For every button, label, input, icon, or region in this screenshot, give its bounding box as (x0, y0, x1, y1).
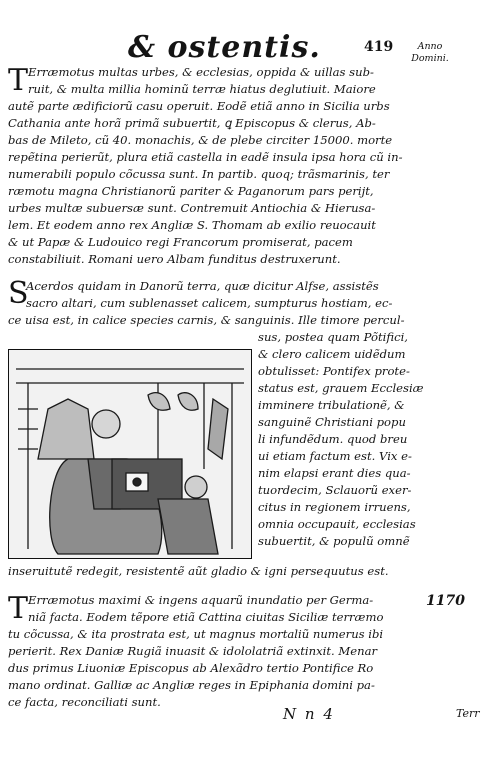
text-line: sacro altari, cum sublenasset calicem, sumpturus hostiam, ec- (26, 296, 393, 310)
text-line: ui etiam factum est. Vix e- (258, 449, 412, 463)
text-line: Erræmotus maximi & ingens aquarũ inundatio per Germa- (28, 593, 374, 607)
text-line: tuordecim, Sclauorũ exer- (258, 483, 412, 497)
woodcut-illustration-priest-with-chalice (8, 349, 252, 559)
margin-year-note: 1170 (426, 593, 465, 609)
text-line: Cathania ante horã primã subuertit, ꝗ Episcopus & clerus, Ab- (8, 116, 376, 130)
catchword: Terr (456, 707, 480, 720)
text-line: & clero calicem uidẽdum (258, 347, 406, 361)
text-line: & ut Papæ & Ludouico regi Francorum promiserat, pacem (8, 235, 353, 249)
text-line: sus, postea quam Põtifici, (258, 330, 408, 344)
text-line: dus primus Liuoniæ Episcopus ab Alexãdro tertio Pontifice Ro (8, 661, 374, 675)
text-line: Acerdos quidam in Danorũ terra, quæ dicitur Alfse, assistẽs (26, 279, 379, 293)
text-line: numerabili populo cõcussa sunt. In partib. quoq; trãsmarinis, ter (8, 167, 390, 181)
text-line: imminere tribulationẽ, & (258, 398, 405, 412)
text-line: perierit. Rex Daniæ Rugiã inuasit & idololatriã extinxit. Menar (8, 644, 378, 658)
text-line: sanguinẽ Christiani popu (258, 415, 406, 429)
drop-cap-s: S (8, 276, 29, 311)
text-line: mano ordinat. Galliæ ac Angliæ reges in Epiphania domini pa- (8, 678, 375, 692)
text-line: Erræmotus multas urbes, & ecclesias, oppida & uillas sub- (28, 65, 374, 79)
text-line: omnia occupauit, ecclesias (258, 517, 416, 531)
text-line: nim elapsi erant dies qua- (258, 466, 411, 480)
text-line: li infundẽdum. quod breu (258, 432, 408, 446)
text-line: lem. Et eodem anno rex Angliæ S. Thomam ab exilio reuocauit (8, 218, 376, 232)
text-line: inseruitutẽ redegit, resistentẽ aũt gladio & igni persequutus est. (8, 564, 389, 578)
text-line: ræmotu magna Christianorũ pariter & Paganorum pars perijt, (8, 184, 374, 198)
text-line: ce uisa est, in calice species carnis, & sanguinis. Ille timore percul- (8, 313, 405, 327)
text-line: status est, grauem Ecclesiæ (258, 381, 424, 395)
text-line: urbes multæ subuersæ sunt. Contremuit Antiochia & Hierusa- (8, 201, 376, 215)
text-line: repẽtina perierũt, plura etiã castella in eadẽ insula ipsa hora cũ in- (8, 150, 403, 164)
drop-cap-t: T (8, 591, 29, 626)
text-line: obtulisset: Pontifex prote- (258, 364, 410, 378)
text-line: citus in regionem irruens, (258, 500, 411, 514)
drop-cap-t: T (8, 63, 29, 98)
text-line: autẽ parte ædificiorũ casu operuit. Eodẽ etiã anno in Sicilia urbs (8, 99, 390, 113)
running-header-title: & ostentis. (128, 30, 321, 65)
text-line: ruit, & multa millia hominũ terræ hiatus deglutiuit. Maiore (28, 82, 376, 96)
text-line: constabiliuit. Romani uero Albam funditus destruxerunt. (8, 252, 341, 266)
text-line: tu cõcussa, & ita prostrata est, ut magnus mortaliũ numerus ibi (8, 627, 384, 641)
folio-number: 419 (364, 39, 394, 55)
text-line: subuertit, & populũ omnẽ (258, 534, 410, 548)
text-line: ce facta, reconciliati sunt. (8, 695, 161, 709)
margin-note-anno-domini: Anno Domini. (411, 41, 449, 64)
text-line: bas de Mileto, cũ 40. monachis, & de plebe circiter 15000. morte (8, 133, 393, 147)
signature-mark: N n 4 (283, 705, 335, 723)
text-line: niã facta. Eodem tẽpore etiã Cattina ciuitas Siciliæ terræmo (28, 610, 384, 624)
